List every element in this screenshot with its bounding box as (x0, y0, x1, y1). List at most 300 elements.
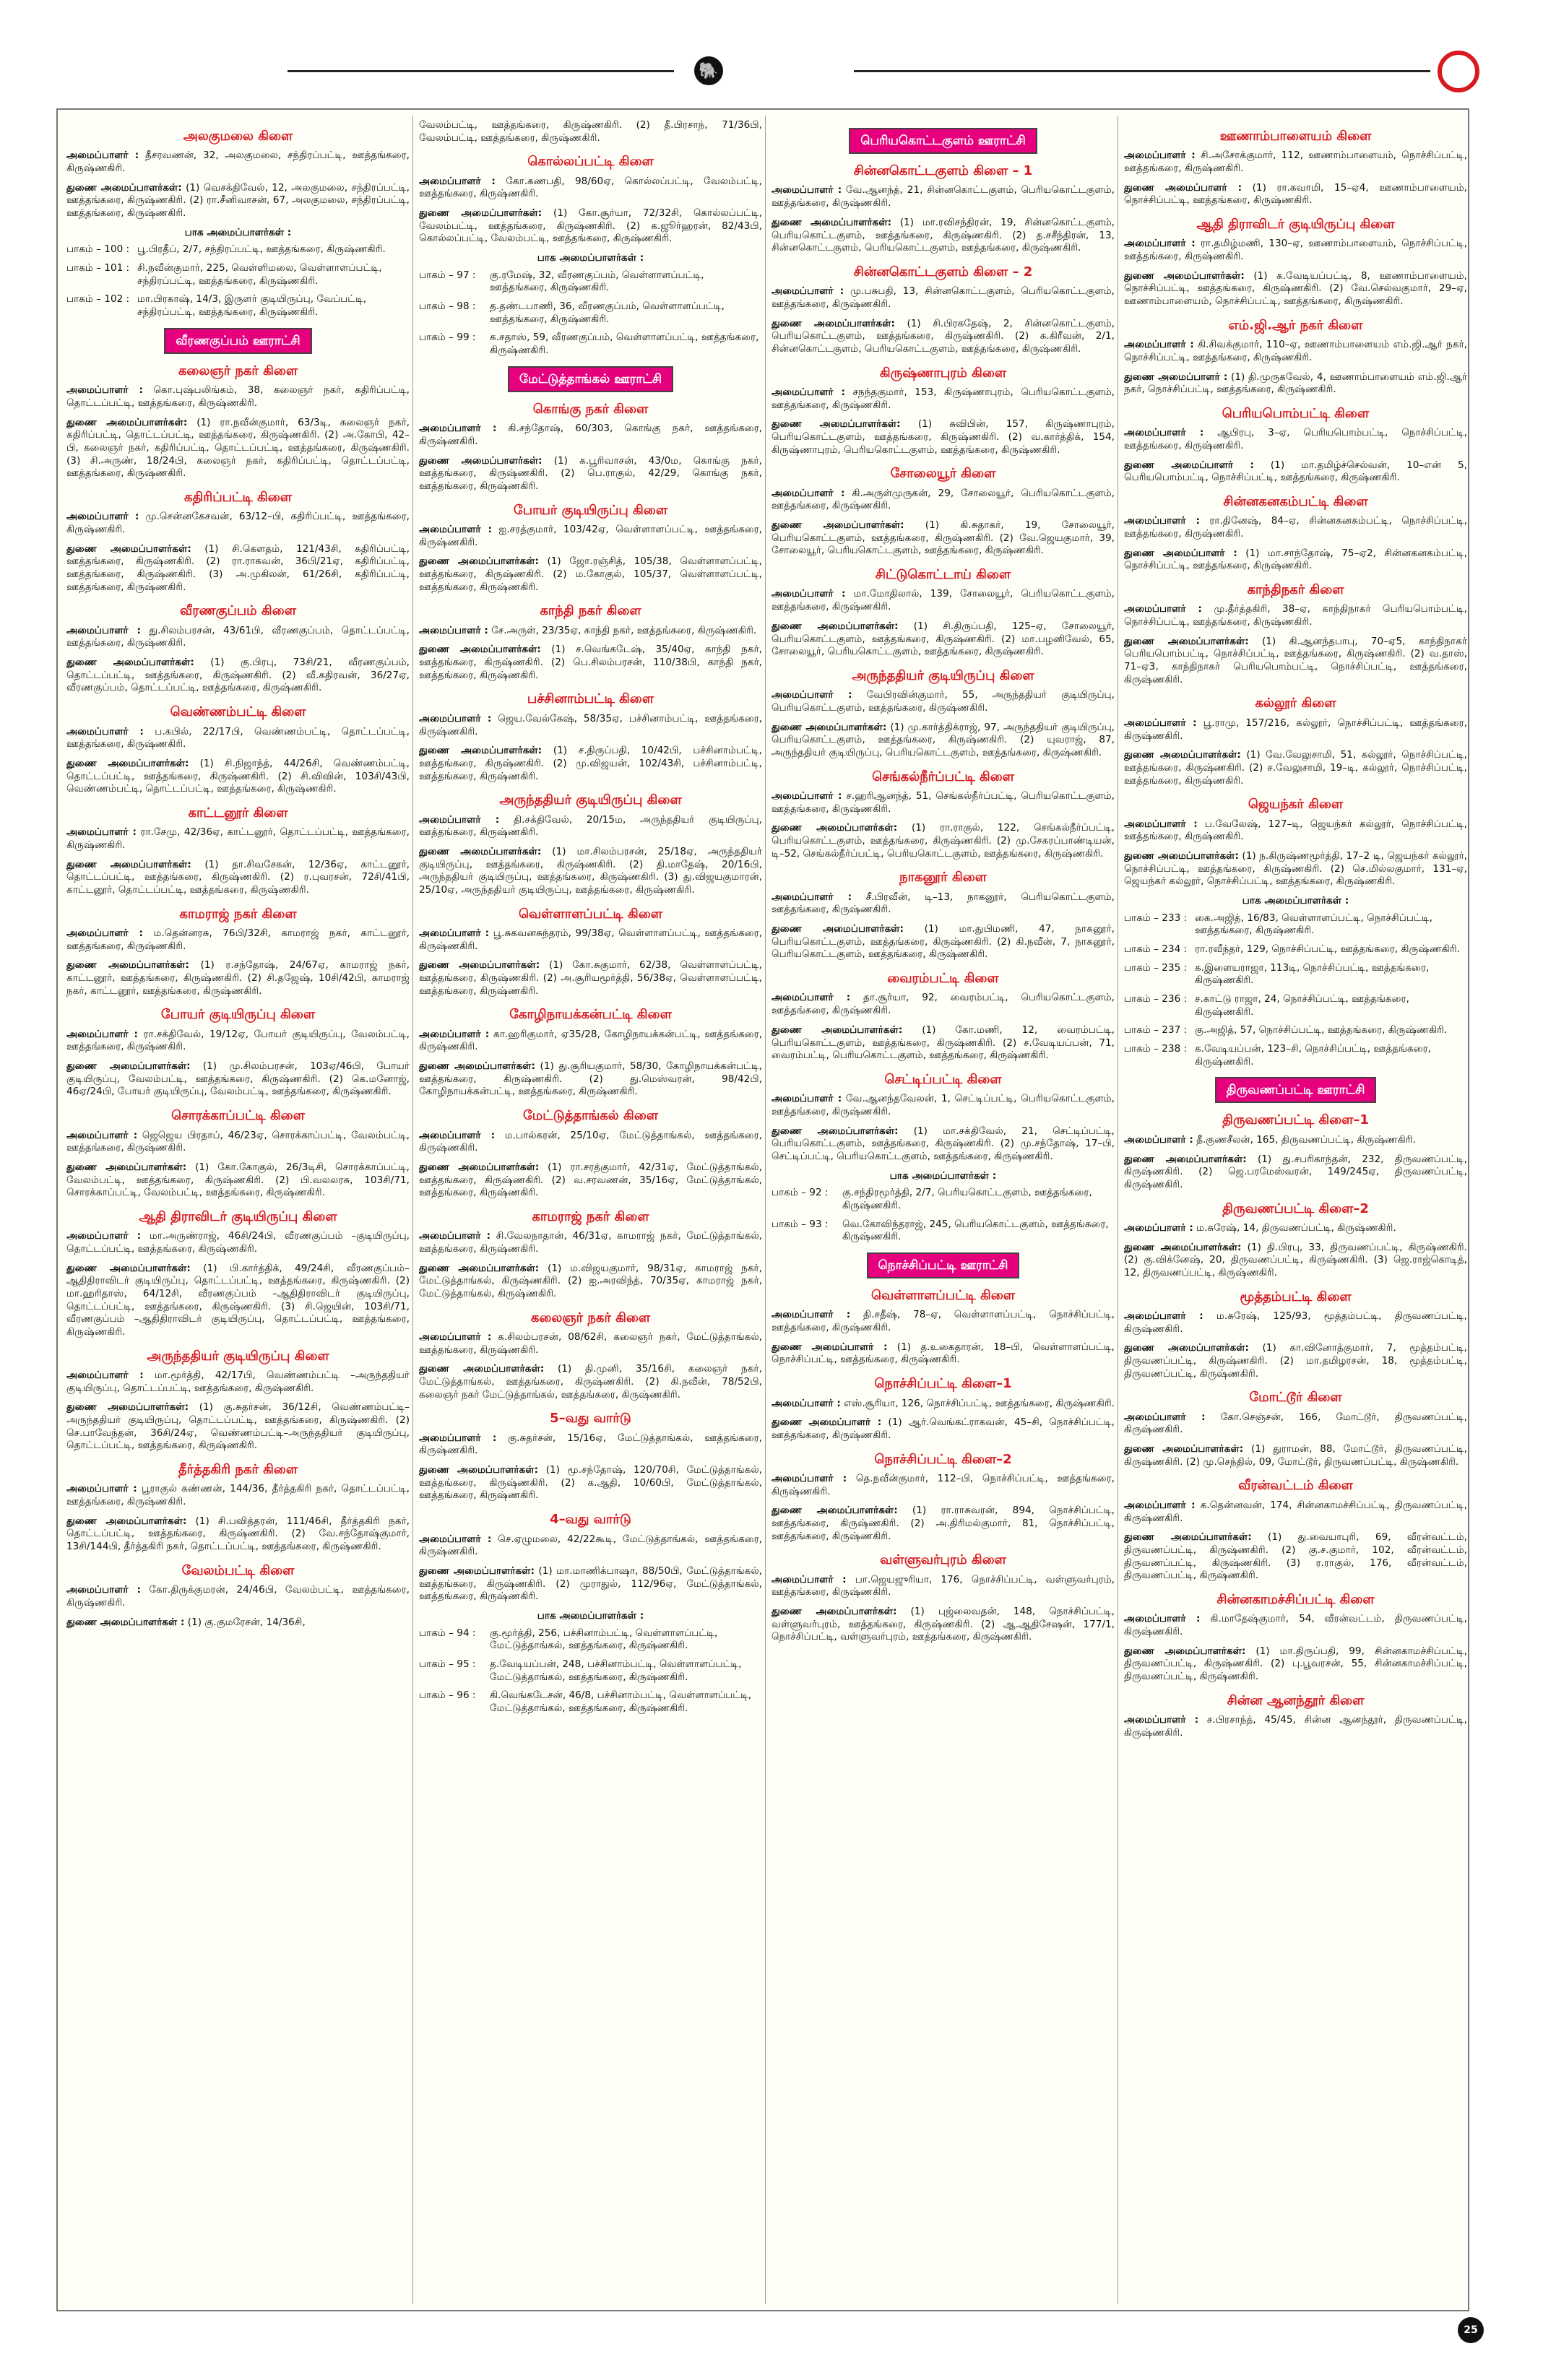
member-entry (419, 846, 762, 897)
booth-row (66, 243, 410, 256)
member-details: ம.தென்னரசு, 76பி/32சி, காமராஜ் நகர், காட்டனூர், ஊத்தங்கரை, கிருஷ்ணகிரி. (66, 927, 410, 952)
booth-number: பாகம் – 236 : (1124, 993, 1188, 1005)
member-details: மு.சென்னகேசவன், 63/12–பி, கதிரிப்பட்டி, ஊத்தங்கரை, கிருஷ்ணகிரி. (66, 511, 410, 536)
member-details: கி.அருள்முருகன், 29, சோலையூர், பெரியகொட்டகுளம், ஊத்தங்கரை, கிருஷ்ணகிரி. (772, 487, 1115, 512)
member-details: தா.சூர்யா, 92, வைரம்பட்டி, பெரியகொட்டகுளம், ஊத்தங்கரை, கிருஷ்ணகிரி. (772, 992, 1115, 1017)
member-details: (1) ர.சந்தோஷ், 24/67ஏ, காமராஜ் நகர், காட்டனூர், ஊத்தங்கரை, கிருஷ்ணகிரி. (2) சி.தஜேஷ், 10சி/42பி, காமராஜ் நகர், காட்டனூர், ஊத்தங்கரை, கிருஷ்ணகிரி. (66, 959, 410, 997)
member-entry (419, 1130, 762, 1155)
role-label: துணை அமைப்பாளர்கள்: (419, 207, 543, 220)
branch-heading: வேலம்பட்டி கிளை (181, 1562, 295, 1578)
role-label: அமைப்பாளர் : (772, 689, 852, 701)
member-entry (419, 1161, 762, 1200)
member-details: (1) கு.சுதர்சன், 36/12சி, வெண்ணம்பட்டி–அருந்ததியர் குடியிருப்பு, தொட்டப்பட்டி, ஊத்தங்கரை, கிருஷ்ணகிரி. (2) செ.பாவேந்தன், 36சி/24ஏ, வெண்ணம்பட்டி–அருந்ததியர் குடியிருப்பு, தொட்டப்பட்டி, ஊத்தங்கரை, கிருஷ்ணகிரி. (66, 1401, 410, 1452)
booth-number: பாகம் – 100 : (66, 243, 130, 256)
panchayat-banner: நொச்சிப்பட்டி ஊராட்சி (867, 1252, 1020, 1278)
role-label: துணை அமைப்பாளர் : (772, 1341, 888, 1353)
role-label: அமைப்பாளர் : (772, 487, 845, 499)
member-entry (1124, 339, 1467, 364)
booth-number: பாகம் – 233 : (1124, 912, 1188, 924)
branch-heading: சொரக்காப்பட்டி கிளை (171, 1108, 305, 1124)
branch-heading: மூத்தம்பட்டி கிளை (1240, 1289, 1352, 1304)
member-entry (419, 1060, 762, 1099)
member-entry (772, 488, 1115, 513)
member-entry (66, 511, 410, 536)
member-details: ம.சுரேஷ், 125/93, மூத்தம்பட்டி, திருவணப்பட்டி, கிருஷ்ணகிரி. (1124, 1310, 1467, 1335)
member-entry (66, 1130, 410, 1155)
role-label: துணை அமைப்பாளர்கள்: (1124, 1241, 1242, 1253)
member-details: மா.மோதிலால், 139, சோலையூர், பெரியகொட்டகுளம், ஊத்தங்கரை, கிருஷ்ணகிரி. (772, 588, 1115, 613)
member-details: எஸ்.சூரியா, 126, நொச்சிப்பட்டி, ஊத்தங்கரை, கிருஷ்ணகிரி. (844, 1397, 1115, 1409)
role-label: அமைப்பாளர் : (1124, 603, 1202, 615)
booth-row (419, 1658, 762, 1684)
branch-heading: காட்டனூர் கிளை (188, 805, 288, 821)
role-label: அமைப்பாளர் : (419, 1129, 496, 1141)
role-label: துணை அமைப்பாளர்கள்: (66, 181, 182, 194)
member-entry (419, 524, 762, 549)
party-emblem-icon: 🐘 (694, 56, 723, 85)
member-details: சீ.பிரவீன், டி–13, நாகனூர், பெரியகொட்டகுளம், ஊத்தங்கரை, கிருஷ்ணகிரி. (772, 891, 1115, 916)
booth-organizer: க.சதாஸ், 59, வீரணகுப்பம், வெள்ளாளப்பட்டி, ஊத்தங்கரை, கிருஷ்ணகிரி. (490, 332, 759, 357)
role-label: அமைப்பாளர் : (419, 813, 500, 826)
role-label: அமைப்பாளர் : (772, 1309, 851, 1321)
booth-row (772, 1187, 1115, 1212)
member-details: பா.ஜெயஜுரியா, 176, நொச்சிப்பட்டி, வள்ளுவர்புரம், ஊத்தங்கரை, கிருஷ்ணகிரி. (772, 1573, 1115, 1598)
member-entry (66, 1584, 410, 1609)
role-label: துணை அமைப்பாளர்கள்: (1124, 1443, 1244, 1455)
member-entry (772, 1309, 1115, 1334)
booth-number: பாகம் – 99 : (419, 332, 476, 344)
member-details: (1) ஆர்.வெங்கட்ராகவன், 45–சி, நொச்சிப்பட்டி, ஊத்தங்கரை, கிருஷ்ணகிரி. (772, 1416, 1115, 1441)
member-entry (1124, 1500, 1467, 1525)
member-details: கோ.செஞ்சன், 166, மோட்டூர், திருவணப்பட்டி, கிருஷ்ணகிரி. (1124, 1411, 1467, 1436)
member-details: மு.பசுபதி, 13, சின்னகொட்டகுளம், பெரியகொட்டகுளம், ஊத்தங்கரை, கிருஷ்ணகிரி. (772, 285, 1115, 310)
booth-row (419, 1627, 762, 1653)
role-label: அமைப்பாளர் : (419, 1432, 497, 1444)
role-label: அமைப்பாளர் : (66, 150, 139, 162)
role-label: அமைப்பாளர் : (772, 1397, 841, 1409)
booth-number: பாகம் – 98 : (419, 300, 476, 313)
member-details: (1) சி.நிஜாந்த், 44/26சி, வெண்ணம்பட்டி, தொட்டப்பட்டி, ஊத்தங்கரை, கிருஷ்ணகிரி. (2) சி.விவின், 103சி/43பி, வெண்ணம்பட்டி, தொட்டப்பட்டி, ஊத்தங்கரை, கிருஷ்ணகிரி. (66, 757, 410, 795)
branch-heading: செங்கல்நீர்ப்பட்டி கிளை (872, 769, 1014, 784)
member-details: (1) ரா.ராசுவரன், 894, நொச்சிப்பட்டி, ஊத்தங்கரை, கிருஷ்ணகிரி. (2) அ.திரிமல்குமார், 81, நொச்சிப்பட்டி, ஊத்தங்கரை, கிருஷ்ணகிரி. (772, 1505, 1115, 1542)
member-entry (419, 455, 762, 493)
member-details: சி.வேலநாதான், 46/31ஏ, காமராஜ் நகர், மேட்டுத்தாங்கல், ஊத்தங்கரை, கிருஷ்ணகிரி. (419, 1230, 762, 1255)
member-entry (772, 588, 1115, 613)
member-entry (66, 1029, 410, 1054)
role-label: அமைப்பாளர் : (1124, 1714, 1199, 1726)
booth-row (1124, 943, 1467, 956)
member-details: (1) த.உகைதாரன், 18–பி, வெள்ளாளப்பட்டி, நொச்சிப்பட்டி, ஊத்தங்கரை, கிருஷ்ணகிரி. (772, 1341, 1115, 1366)
member-details: க.சிலம்பரசன், 08/62சி, கலைஞர் நகர், மேட்டுத்தாங்கல், ஊத்தங்கரை, கிருஷ்ணகிரி. (419, 1331, 762, 1356)
member-entry (772, 891, 1115, 917)
role-label: துணை அமைப்பாளர் : (1124, 371, 1228, 383)
member-details: (1) ச.வெங்கடேஷ், 35/40ஏ, காந்தி நகர், ஊத்தங்கரை, கிருஷ்ணகிரி. (2) பெ.சிலம்பரசன், 110/38பி, காந்தி நகர், ஊத்தங்கரை, கிருஷ்ணகிரி. (419, 644, 762, 681)
booth-number: பாகம் – 93 : (772, 1218, 829, 1230)
member-details: தி.சதீஷ், 78–ஏ, வெள்ளாளப்பட்டி, நொச்சிப்பட்டி, ஊத்தங்கரை, கிருஷ்ணகிரி. (772, 1309, 1115, 1334)
booth-row (419, 332, 762, 357)
member-details: கா.ஹரிகுமார், ஏ35/28, கோழிநாயக்கன்பட்டி, ஊத்தங்கரை, கிருஷ்ணகிரி. (419, 1028, 762, 1053)
role-label: அமைப்பாளர் : (1124, 1221, 1193, 1234)
member-entry (66, 657, 410, 695)
member-details: (1) சி.பிரகதேஷ், 2, சின்னகொட்டகுளம், பெரியகொட்டகுளம், ஊத்தங்கரை, கிருஷ்ணகிரி. (2) க.கிரீவன், 2/1, சின்னகொட்டகுளம், பெரியகொட்டகுளம், ஊத்தங்கரை, கிருஷ்ணகிரி. (772, 317, 1115, 355)
member-entry (1124, 515, 1467, 540)
member-details: (1) மா.திருப்பதி, 99, சின்னகாமச்சிப்பட்டி, திருவணப்பட்டி, கிருஷ்ணகிரி. (2) பு.பூவரசன், 55, சின்னகாமச்சிப்பட்டி, திருவணப்பட்டி, கிருஷ்ணகிரி. (1124, 1645, 1467, 1682)
member-entry (772, 285, 1115, 311)
member-entry (772, 519, 1115, 558)
role-label: அமைப்பாளர் : (66, 1483, 137, 1495)
branch-heading: வள்ளுவர்புரம் கிளை (880, 1552, 1006, 1568)
role-label: துணை அமைப்பாளர்கள்: (772, 418, 901, 430)
text-column-2 (419, 119, 762, 2301)
branch-heading: கல்லூர் கிளை (1255, 696, 1336, 711)
member-entry (66, 1369, 410, 1395)
member-details: (1) க.வேடியப்பட்டி, 8, ஊணாம்பாளையம், நொச்சிப்பட்டி, ஊத்தங்கரை, கிருஷ்ணகிரி. (2) வே.செல்வகுமார், 29–ஏ, ஊணாம்பாளையம், நொச்சிப்பட்டி, ஊத்தங்கரை, கிருஷ்ணகிரி. (1124, 269, 1467, 308)
member-details: கி.சந்தோஷ், 60/303, கொங்கு நகர், ஊத்தங்கரை, கிருஷ்ணகிரி. (419, 423, 762, 447)
role-label: அமைப்பாளர் : (1124, 427, 1204, 439)
member-details: மு.தீர்த்தகிரி, 38–ஏ, காந்திநாகர் பெரியபொம்பட்டி, நொச்சிப்பட்டி, ஊத்தங்கரை, கிருஷ்ணகிரி. (1124, 603, 1467, 628)
booth-row (1124, 1043, 1467, 1068)
role-label: துணை அமைப்பாளர்கள்: (772, 822, 898, 834)
booth-row (419, 300, 762, 326)
member-details: தெ.நவீன்குமார், 112–பி, நொச்சிப்பட்டி, ஊத்தங்கரை, கிருஷ்ணகிரி. (772, 1472, 1115, 1497)
member-details: மா.அருண்ராஜ், 46சி/24பி, வீரணகுப்பம் –குடியிருப்பு, தொட்டப்பட்டி, ஊத்தங்கரை, கிருஷ்ணகிரி. (66, 1230, 410, 1255)
booth-row (1124, 912, 1467, 938)
page-number: 25 (1458, 2317, 1484, 2343)
role-label: துணை அமைப்பாளர்கள்: (419, 1060, 535, 1073)
branch-heading: காந்திநகர் கிளை (1247, 582, 1344, 598)
member-entry (419, 1029, 762, 1054)
member-entry (66, 1263, 410, 1339)
role-label: துணை அமைப்பாளர்கள்: (419, 1161, 540, 1173)
branch-heading: கதிரிப்பட்டி கிளை (184, 489, 292, 505)
role-label: அமைப்பாளர் : (419, 927, 490, 940)
member-details: (1) தா.சிவசேகன், 12/36ஏ, காட்டனூர், தொட்டப்பட்டி, ஊத்தங்கரை, கிருஷ்ணகிரி. (2) ர.புவரசன், 72சி/41பி, காட்டனூர், தொட்டப்பட்டி, ஊத்தங்கரை, கிருஷ்ணகிரி. (66, 858, 410, 896)
role-label: துணை அமைப்பாளர்கள்: (1124, 749, 1241, 761)
member-entry (772, 923, 1115, 961)
branch-heading: 4–வது வார்டு (550, 1512, 631, 1528)
branch-heading: அருந்ததியர் குடியிருப்பு கிளை (852, 667, 1034, 683)
role-label: அமைப்பாளர் : (1124, 515, 1200, 527)
member-details: (1) கி.சுதாகர், 19, சோலையூர், பெரியகொட்டகுளம், ஊத்தங்கரை, கிருஷ்ணகிரி. (2) வே.ஜெயகுமார், 39, சோலையூர், பெரியகொட்டகுளம், ஊத்தங்கரை, கிருஷ்ணகிரி. (772, 519, 1115, 557)
member-entry (1124, 1310, 1467, 1336)
member-details: (1) சுவிபின், 157, கிருஷ்ணாபுரம், பெரியகொட்டகுளம், ஊத்தங்கரை, கிருஷ்ணகிரி. (2) வ.கார்த்திக், 154, கிருஷ்ணாபுரம், பெரியகொட்டகுளம், ஊத்தங்கரை, கிருஷ்ணகிரி. (772, 418, 1115, 456)
booth-row (1124, 1024, 1467, 1037)
panchayat-banner-wrap (66, 328, 410, 354)
branch-heading: வைரம்பட்டி கிளை (887, 971, 999, 987)
member-entry (1124, 150, 1467, 175)
booth-organizer: கு.ரமேஷ், 32, வீரணகுப்பம், வெள்ளாளப்பட்டி, ஊத்தங்கரை, கிருஷ்ணகிரி. (490, 269, 704, 294)
member-details: ஆபிரபு, 3–ஏ, பெரியபொம்பட்டி, நொச்சிப்பட்டி, ஊத்தங்கரை, கிருஷ்ணகிரி. (1124, 427, 1467, 451)
role-label: அமைப்பாளர் : (419, 712, 492, 724)
panchayat-banner: மேட்டுத்தாங்கல் ஊராட்சி (508, 366, 673, 392)
branch-heading: 5–வது வார்டு (550, 1411, 631, 1427)
column-divider (765, 116, 766, 2304)
role-label: துணை அமைப்பாளர்கள்: (772, 1505, 898, 1517)
role-label: அமைப்பாளர் : (66, 1230, 142, 1242)
member-entry (66, 417, 410, 480)
role-label: துணை அமைப்பாளர் : (1124, 181, 1242, 194)
branch-heading: சோலையூர் கிளை (890, 466, 996, 482)
member-details: (1) ரா.ராகுல், 122, செங்கல்நீர்ப்பட்டி, பெரியகொட்டகுளம், ஊத்தங்கரை, கிருஷ்ணகிரி. (2) மு.சேகரப்பாண்டியன், டி–52, செங்கல்நீர்ப்பட்டி, பெரியகொட்டகுளம், ஊத்தங்கரை, கிருஷ்ணகிரி. (772, 822, 1115, 860)
member-entry (419, 176, 762, 201)
branch-heading: அருந்ததியர் குடியிருப்பு கிளை (499, 792, 682, 808)
role-label: அமைப்பாளர் : (772, 1093, 842, 1105)
member-details: (1) ச.திருப்பதி, 10/42பி, பச்சினாம்பட்டி, ஊத்தங்கரை, கிருஷ்ணகிரி. (2) மு.விஜயன், 102/43சி, பச்சினாம்பட்டி, ஊத்தங்கரை, கிருஷ்ணகிரி. (419, 745, 762, 782)
member-details: ம.பால்கரன், 25/10ஏ, மேட்டுத்தாங்கல், ஊத்தங்கரை, கிருஷ்ணகிரி. (419, 1129, 762, 1154)
member-entry (772, 418, 1115, 456)
panchayat-banner-wrap (772, 1252, 1115, 1278)
role-label: துணை அமைப்பாளர்கள்: (66, 542, 191, 555)
role-label: அமைப்பாளர் : (772, 891, 852, 903)
member-entry (419, 1363, 762, 1401)
member-entry (772, 822, 1115, 860)
member-entry (1124, 749, 1467, 787)
role-label: துணை அமைப்பாளர்கள்: (66, 1060, 191, 1073)
member-details: கி.சிவக்குமார், 110–ஏ, ஊணாம்பாளையம் எம்.ஜி.ஆர் நகர், நொச்சிப்பட்டி, ஊத்தங்கரை, கிருஷ்ணகிரி. (1124, 339, 1467, 363)
role-label: துணை அமைப்பாளர்கள்: (66, 858, 191, 870)
member-details: சநந்தகுமார், 153, கிருஷ்ணாபுரம், பெரியகொட்டகுளம், ஊத்தங்கரை, கிருஷ்ணகிரி. (772, 386, 1115, 411)
booth-row (1124, 993, 1467, 1018)
role-label: அமைப்பாளர் : (1124, 1133, 1193, 1146)
member-details: (1) து.சபரிகாந்தன், 232, திருவணப்பட்டி, கிருஷ்ணகிரி. (2) ஜெ.பரமேஸ்வரன், 149/245ஏ, திருவணப்பட்டி, கிருஷ்ணகிரி. (1124, 1153, 1467, 1190)
role-label: அமைப்பாளர் : (772, 1573, 847, 1585)
booth-row (1124, 962, 1467, 987)
branch-heading: சிட்டுகொட்டாய் கிளை (875, 567, 1011, 583)
member-entry (66, 1161, 410, 1200)
booth-organizer: க.இளையராஜா, 113டி, நொச்சிப்பட்டி, ஊத்தங்கரை, கிருஷ்ணகிரி. (1195, 961, 1430, 987)
member-entry (66, 927, 410, 953)
member-details: (1) ரா.கவாமி, 15–ஏ4, ஊணாம்பாளையம், நொச்சிப்பட்டி, ஊத்தங்கரை, கிருஷ்ணகிரி. (1124, 181, 1467, 207)
member-details: (1) கி.ஆனந்தபாபு, 70–ஏ5, காந்திநாகர் பெரியபொம்பட்டி, நொச்சிப்பட்டி, ஊத்தங்கரை, கிருஷ்ணகிரி. (2) வ.தாஸ், 71–ஏ3, காந்திநாகர் பெரியபொம்பட்டி, நொச்சிப்பட்டி, ஊத்தங்கரை, கிருஷ்ணகிரி. (1124, 635, 1467, 685)
booth-number: பாகம் – 97 : (419, 269, 476, 281)
member-details: கோ.திருக்குமரன், 24/46பி, வேலம்பட்டி, ஊத்தங்கரை, கிருஷ்ணகிரி. (66, 1584, 410, 1609)
member-entry (1124, 238, 1467, 263)
member-details: (1) மூ.சந்தோஷ், 120/70சி, மேட்டுத்தாங்கல், ஊத்தங்கரை, கிருஷ்ணகிரி. (2) க.ஆதி, 10/60பி, மேட்டுத்தாங்கல், ஊத்தங்கரை, கிருஷ்ணகிரி. (419, 1464, 762, 1502)
role-label: துணை அமைப்பாளர்கள்: (772, 923, 904, 935)
member-entry (66, 826, 410, 852)
member-details: (1) மா.சிலம்பரசன், 25/18ஏ, அருந்ததியர் குடியிருப்பு, ஊத்தங்கரை, கிருஷ்ணகிரி. (2) தி.மாதேஷ், 20/16பி, அருந்ததியர் குடியிருப்பு, ஊத்தங்கரை, கிருஷ்ணகிரி. (3) து.விஜயகுமாரன், 25/10ஏ, அருந்ததியர் குடியிருப்பு, ஊத்தங்கரை, கிருஷ்ணகிரி. (419, 845, 762, 896)
member-details: வேபிரவின்குமார், 55, அருந்ததியர் குடியிருப்பு, பெரியகொட்டகுளம், ஊத்தங்கரை, கிருஷ்ணகிரி. (772, 689, 1115, 714)
branch-heading: சின்னகாமச்சிப்பட்டி கிளை (1216, 1591, 1375, 1607)
member-entry (419, 927, 762, 953)
member-details: ம.சுரேஷ், 14, திருவணப்பட்டி, கிருஷ்ணகிரி. (1196, 1221, 1396, 1234)
role-label: அமைப்பாளர் : (772, 1472, 847, 1484)
member-entry (1124, 1222, 1467, 1235)
section-subheading: பாக அமைப்பாளர்கள் : (889, 1169, 997, 1182)
member-details: பூ.சுகவனசுந்தரம், 99/38ஏ, வெள்ளாளப்பட்டி, ஊத்தங்கரை, கிருஷ்ணகிரி. (419, 927, 762, 952)
branch-heading: அருந்ததியர் குடியிருப்பு கிளை (147, 1348, 329, 1364)
member-details: (1) மா.துபிமணி, 47, நாகனூர், பெரியகொட்டகுளம், ஊத்தங்கரை, கிருஷ்ணகிரி. (2) கி.நவீன், 7, நாகனூர், பெரியகொட்டகுளம், ஊத்தங்கரை, கிருஷ்ணகிரி. (772, 923, 1115, 961)
header-rule-right (854, 70, 1430, 72)
member-entry (419, 745, 762, 783)
booth-organizer: த.தண்டபாணி, 36, வீரணகுப்பம், வெள்ளாளப்பட்டி, ஊத்தங்கரை, கிருஷ்ணகிரி. (490, 300, 725, 325)
member-entry (772, 790, 1115, 815)
branch-heading: பெரியபொம்பட்டி கிளை (1222, 405, 1370, 421)
branch-heading: மேட்டுத்தாங்கல் கிளை (522, 1108, 659, 1124)
member-details: பூ.ராமு, 157/216, கல்லூர், நொச்சிப்பட்டி, ஊத்தங்கரை, கிருஷ்ணகிரி. (1124, 717, 1467, 742)
member-entry (419, 625, 762, 638)
member-entry (419, 1230, 762, 1255)
member-details: (1) தி.முருகவேல், 4, ஊணாம்பாளையம் எம்.ஜி.ஆர் நகர், நொச்சிப்பட்டி, ஊத்தங்கரை, கிருஷ்ணகிரி. (1124, 371, 1467, 396)
section-subheading: பாக அமைப்பாளர்கள் : (537, 252, 644, 264)
role-label: அமைப்பாளர் : (1124, 1499, 1196, 1511)
member-details: ச.பிரசாந்த், 45/45, சின்ன ஆனந்தூர், திருவணப்பட்டி, கிருஷ்ணகிரி. (1124, 1714, 1467, 1739)
role-label: துணை அமைப்பாளர்கள்: (419, 959, 540, 972)
text-column-1 (66, 119, 410, 2301)
branch-heading: சின்னகொட்டகுளம் கிளை – 1 (853, 163, 1033, 179)
member-entry (66, 1515, 410, 1554)
column-divider (412, 116, 413, 2304)
role-label: அமைப்பாளர் : (419, 624, 488, 636)
booth-number: பாகம் – 96 : (419, 1689, 476, 1702)
member-entry (66, 543, 410, 594)
member-details: (1) ரா.சரத்குமார், 42/31ஏ, மேட்டுத்தாங்கல், ஊத்தங்கரை, கிருஷ்ணகிரி. (2) வ.சரவணன், 35/16ஏ, மேட்டுத்தாங்கல், ஊத்தங்கரை, கிருஷ்ணகிரி. (419, 1161, 762, 1199)
member-entry (66, 150, 410, 175)
branch-heading: கொங்கு நகர் கிளை (532, 401, 649, 417)
member-entry (419, 644, 762, 682)
role-label: துணை அமைப்பாளர்கள்: (419, 454, 543, 467)
branch-heading: அலகுமலை கிளை (183, 129, 293, 144)
member-entry (1124, 548, 1467, 573)
panchayat-banner-wrap (1124, 1077, 1467, 1103)
booth-organizer: சி.நவீன்குமார், 225, வெள்ளிமலை, வெள்ளாளப்பட்டி, சந்திரப்பட்டி, ஊத்தங்கரை, கிருஷ்ணகிரி. (137, 262, 382, 287)
member-details: (1) வெசக்திவேல், 12, அலகுமலை, சந்திரப்பட்டி, ஊத்தங்கரை, கிருஷ்ணகிரி. (2) ரா.சீனிவாசன், 67, அலகுமலை, சந்திரப்பட்டி, ஊத்தங்கரை, கிருஷ்ணகிரி. (66, 181, 410, 220)
member-entry (419, 207, 762, 246)
member-details: (1) துராமன், 88, மோட்டூர், திருவணப்பட்டி, கிருஷ்ணகிரி. (2) மு.செந்தில், 09, மோட்டூர், திருவணப்பட்டி, கிருஷ்ணகிரி. (1124, 1443, 1467, 1468)
booth-organizer: ச.காட்டு ராஜா, 24, நொச்சிப்பட்டி, ஊத்தங்கரை, கிருஷ்ணகிரி. (1195, 993, 1409, 1018)
member-details: (1) ஜோ.ரஞ்சித், 105/38, வெள்ளாளப்பட்டி, ஊத்தங்கரை, கிருஷ்ணகிரி. (2) ம.கோகுல், 105/37, வெள்ளாளப்பட்டி, ஊத்தங்கரை, கிருஷ்ணகிரி. (419, 555, 762, 593)
role-label: துணை அமைப்பாளர்கள்: (66, 1262, 191, 1274)
panchayat-banner: திருவணப்பட்டி ஊராட்சி (1215, 1077, 1377, 1103)
member-entry (1124, 1613, 1467, 1638)
member-entry (772, 1473, 1115, 1498)
booth-organizer: கை.அஜித், 16/83, வெள்ளாளப்பட்டி, நொச்சிப்பட்டி, ஊத்தங்கரை, கிருஷ்ணகிரி. (1195, 912, 1432, 937)
member-details: வேலம்பட்டி, ஊத்தங்கரை, கிருஷ்ணகிரி. (2) தீ.பிரசாந், 71/36பி, வேலம்பட்டி, ஊத்தங்கரை, கிருஷ்ணகிரி. (419, 119, 762, 144)
role-label: அமைப்பாளர் : (419, 1028, 490, 1040)
role-label: அமைப்பாளர் : (419, 1331, 492, 1343)
member-entry (1124, 1154, 1467, 1192)
member-entry (772, 1093, 1115, 1118)
member-details: (1) மா.சாந்தோஷ், 75–ஏ2, சின்னகனகம்பட்டி, நொச்சிப்பட்டி, ஊத்தங்கரை, கிருஷ்ணகிரி. (1124, 547, 1467, 572)
role-label: அமைப்பாளர் : (1124, 150, 1196, 162)
role-label: துணை அமைப்பாளர்கள்: (1124, 1342, 1249, 1354)
member-details: ஜெய.வேல்கேஷ், 58/35ஏ, பச்சினாம்பட்டி, ஊத்தங்கரை, கிருஷ்ணகிரி. (419, 712, 762, 737)
role-label: துணை அமைப்பாளர்கள்: (66, 1161, 187, 1173)
booth-organizer: க.வேடியப்பன், 123–சி, நொச்சிப்பட்டி, ஊத்தங்கரை, கிருஷ்ணகிரி. (1195, 1043, 1431, 1068)
member-details: (1) புஜ்லைவதன், 148, நொச்சிப்பட்டி, வள்ளுவர்புரம், ஊத்தங்கரை, கிருஷ்ணகிரி. (2) ஆ.ஆதிசேஷன், 177/1, நொச்சிப்பட்டி, வள்ளுவர்புரம், ஊத்தங்கரை, கிருஷ்ணகிரி. (772, 1606, 1115, 1643)
role-label: துணை அமைப்பாளர் : (1124, 459, 1254, 471)
role-label: துணை அமைப்பாளர்கள்: (419, 1464, 539, 1476)
member-entry (1124, 636, 1467, 687)
role-label: அமைப்பாளர் : (66, 826, 137, 839)
member-entry (66, 1401, 410, 1453)
branch-heading: திருவணப்பட்டி கிளை–2 (1222, 1200, 1369, 1216)
role-label: துணை அமைப்பாளர்கள்: (419, 1262, 540, 1274)
member-entry (66, 758, 410, 796)
role-label: அமைப்பாளர் : (419, 1230, 491, 1242)
booth-number: பாகம் – 235 : (1124, 961, 1188, 974)
booth-number: பாகம் – 94 : (419, 1627, 476, 1639)
member-details: மா.மூர்த்தி, 42/17பி, வெண்ணம்பட்டி –அருந்ததியர் குடியிருப்பு, தொட்டப்பட்டி, ஊத்தங்கரை, கிருஷ்ணகிரி. (66, 1369, 410, 1394)
role-label: துணை அமைப்பாளர்கள்: (1124, 1645, 1246, 1657)
member-entry (1124, 1443, 1467, 1468)
role-label: துணை அமைப்பாளர்கள் : (66, 1616, 185, 1628)
role-label: அமைப்பாளர் : (772, 588, 846, 600)
member-entry (1124, 182, 1467, 207)
member-entry (419, 1432, 762, 1458)
member-details: (1) மா.மாணிக்பாஷா, 88/50பி, மேட்டுத்தாங்கல், ஊத்தங்கரை, கிருஷ்ணகிரி. (2) முராதுல், 112/96ஏ, மேட்டுத்தாங்கல், ஊத்தங்கரை, கிருஷ்ணகிரி. (419, 1565, 762, 1603)
role-label: துணை அமைப்பாளர்கள்: (772, 216, 892, 228)
role-label: அமைப்பாளர் : (419, 175, 496, 187)
member-entry (419, 1533, 762, 1559)
member-entry (66, 625, 410, 650)
branch-heading: சின்னகொட்டகுளம் கிளை – 2 (853, 264, 1033, 280)
member-entry (1124, 1411, 1467, 1437)
member-entry (1124, 1645, 1467, 1684)
member-entry (772, 1416, 1115, 1442)
booth-number: பாகம் – 95 : (419, 1658, 476, 1670)
member-details: (1) கோ.சுகுமார், 62/38, வெள்ளாளப்பட்டி, ஊத்தங்கரை, கிருஷ்ணகிரி. (2) அ.சூரியமூர்த்தி, 56/38ஏ, வெள்ளாளப்பட்டி, ஊத்தங்கரை, கிருஷ்ணகிரி. (419, 959, 762, 997)
role-label: துணை அமைப்பாளர்கள்: (772, 620, 899, 632)
role-label: அமைப்பாளர் : (1124, 1613, 1201, 1625)
member-entry (772, 620, 1115, 659)
role-label: அமைப்பாளர் : (66, 1028, 138, 1040)
branch-heading: ஊணாம்பாளையம் கிளை (1219, 129, 1372, 144)
role-label: அமைப்பாளர் : (1124, 238, 1196, 250)
booth-row (419, 1689, 762, 1715)
branch-heading: வீரன்வட்டம் கிளை (1238, 1478, 1353, 1494)
role-label: துணை அமைப்பாளர்கள்: (772, 721, 887, 733)
branch-heading: போயர் குடியிருப்பு கிளை (160, 1007, 316, 1023)
role-label: அமைப்பாளர் : (419, 423, 497, 435)
member-entry (1124, 427, 1467, 452)
role-label: துணை அமைப்பாளர்கள்: (1124, 635, 1249, 647)
member-details: (1) மா.ரவிசந்திரன், 19, சின்னகொட்டகுளம், பெரியகொட்டகுளம், ஊத்தங்கரை, கிருஷ்ணகிரி. (2) த.சசீந்திரன், 13, சின்னகொட்டகுளம், பெரியகொட்டகுளம், ஊத்தங்கரை, கிருஷ்ணகிரி. (772, 216, 1115, 254)
booth-number: பாகம் – 237 : (1124, 1024, 1188, 1037)
role-label: துணை அமைப்பாளர்கள்: (1124, 269, 1245, 282)
member-details: ரா.சேமு, 42/36ஏ, காட்டனூர், தொட்டப்பட்டி, ஊத்தங்கரை, கிருஷ்ணகிரி. (66, 826, 410, 851)
member-entry (66, 1060, 410, 1099)
role-label: துணை அமைப்பாளர்கள்: (1124, 1531, 1252, 1544)
member-details: ஜெஜெய பிரதாப், 46/23ஏ, சொரக்காப்பட்டி, வேலம்பட்டி, ஊத்தங்கரை, கிருஷ்ணகிரி. (66, 1129, 410, 1154)
member-entry (1124, 850, 1467, 888)
member-entry (419, 1464, 762, 1502)
member-entry (1124, 459, 1467, 485)
member-details: கொ.புஷ்பலிங்கம், 38, கலைஞர் நகர், கதிரிப்பட்டி, தொட்டப்பட்டி, ஊத்தங்கரை, கிருஷ்ணகிரி. (66, 384, 410, 409)
role-label: அமைப்பாளர் : (419, 1533, 492, 1545)
member-details: து.சிலம்பரசன், 43/61பி, வீரணகுப்பம், தொட்டப்பட்டி, ஊத்தங்கரை, கிருஷ்ணகிரி. (66, 624, 410, 649)
role-label: அமைப்பாளர் : (66, 511, 139, 523)
member-details: (1) வே.வேலுசாமி, 51, கல்லூர், நொச்சிப்பட்டி, ஊத்தங்கரை, கிருஷ்ணகிரி. (2) ச.வேலுசாமி, 19–டி, கல்லூர், நொச்சிப்பட்டி, ஊத்தங்கரை, கிருஷ்ணகிரி. (1124, 749, 1467, 787)
role-label: துணை அமைப்பாளர்கள்: (772, 1125, 899, 1137)
member-entry (419, 423, 762, 448)
member-entry (419, 555, 762, 594)
role-label: துணை அமைப்பாளர்கள்: (66, 416, 188, 428)
member-details: கோ.கணபதி, 98/60ஏ, கொல்லப்பட்டி, வேலம்பட்டி, ஊத்தங்கரை, கிருஷ்ணகிரி. (419, 175, 762, 200)
member-entry (419, 1331, 762, 1356)
role-label: துணை அமைப்பாளர்கள்: (419, 1363, 545, 1375)
member-entry (1124, 1714, 1467, 1739)
role-label: துணை அமைப்பாளர்கள்: (66, 757, 189, 769)
role-label: அமைப்பாளர் : (772, 992, 851, 1004)
role-label: துணை அமைப்பாளர்கள்: (66, 959, 189, 972)
member-entry (772, 1574, 1115, 1599)
booth-organizer: வெ.கோவிந்தராஜ், 245, பெரியகொட்டகுளம், ஊத்தங்கரை, கிருஷ்ணகிரி. (842, 1218, 1109, 1243)
member-details: ரா.தினேஷ், 84–ஏ, சின்னகனகம்பட்டி, நொச்சிப்பட்டி, ஊத்தங்கரை, கிருஷ்ணகிரி. (1124, 515, 1467, 540)
member-entry (772, 1341, 1115, 1367)
booth-row (66, 262, 410, 287)
role-label: அமைப்பாளர் : (1124, 717, 1197, 729)
